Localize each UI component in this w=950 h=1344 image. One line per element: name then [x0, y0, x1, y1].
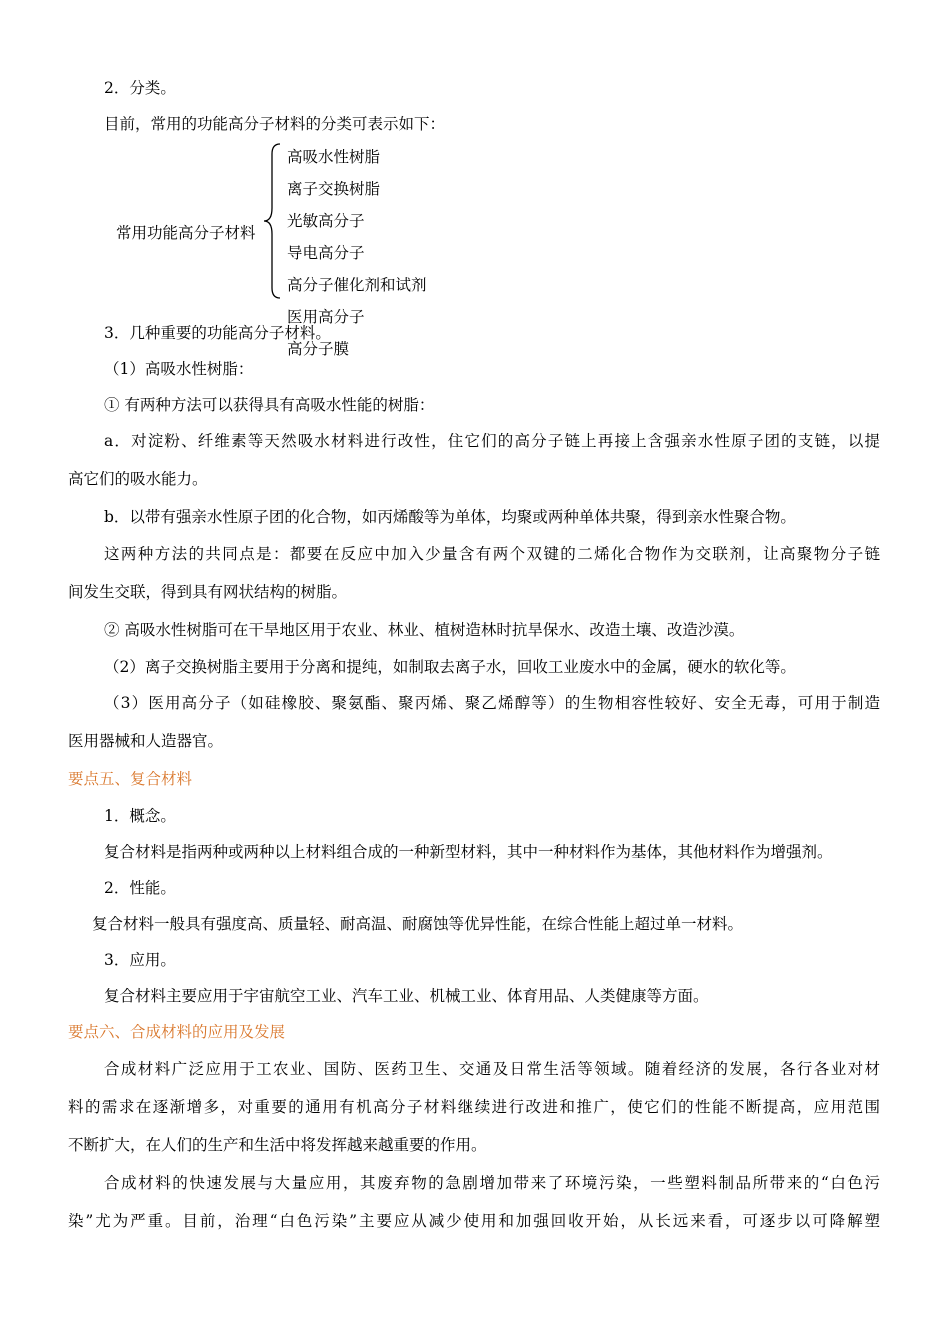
paragraph: 复合材料主要应用于宇宙航空工业、汽车工业、机械工业、体育用品、人类健康等方面。 [104, 987, 709, 1005]
section-3-title: 3．几种重要的功能高分子材料。 [104, 324, 331, 342]
heading-point-5: 要点五、复合材料 [68, 770, 193, 788]
paragraph-line: 间发生交联，得到具有网状结构的树脂。 [68, 583, 348, 601]
tree-item: 光敏高分子 [287, 212, 365, 230]
paragraph-line: 染”尤为严重。目前，治理“白色污染”主要应从减少使用和加强回收开始，从长远来看，可逐步以可降解塑 [68, 1212, 880, 1230]
tree-item: 医用高分子 [287, 308, 365, 326]
paragraph-line: 这两种方法的共同点是：都要在反应中加入少量含有两个双键的二烯化合物作为交联剂，让高聚物分子链 [104, 545, 880, 563]
tree-root: 常用功能高分子材料 [116, 224, 256, 242]
paragraph-line: 合成材料的快速发展与大量应用，其废弃物的急剧增加带来了环境污染，一些塑料制品所带来的“白色污 [104, 1174, 880, 1192]
tree-item: 高分子催化剂和试剂 [287, 276, 427, 294]
paragraph: 复合材料一般具有强度高、质量轻、耐高温、耐腐蚀等优异性能，在综合性能上超过单一材料。 [92, 915, 744, 933]
paragraph-line: 料的需求在逐渐增多，对重要的通用有机高分子材料继续进行改进和推广，使它们的性能不断提高，应用范围 [68, 1098, 880, 1116]
paragraph: （2）离子交换树脂主要用于分离和提纯，如制取去离子水，回收工业废水中的金属，硬水的软化等。 [104, 658, 796, 676]
section-2-intro: 目前，常用的功能高分子材料的分类可表示如下： [104, 115, 446, 133]
paragraph-line: 医用器械和人造器官。 [68, 732, 224, 750]
paragraph-line: a．对淀粉、纤维素等天然吸水材料进行改性，住它们的高分子链上再接上含强亲水性原子团的支链，以提 [104, 432, 880, 450]
paragraph: 复合材料是指两种或两种以上材料组合成的一种新型材料，其中一种材料作为基体，其他材料作为增强剂。 [104, 843, 833, 861]
tree-item: 离子交换树脂 [287, 180, 381, 198]
section-title: 2．性能。 [104, 879, 176, 897]
section-title: 3．应用。 [104, 951, 176, 969]
curly-brace-icon [262, 142, 282, 300]
paragraph-line: 不断扩大，在人们的生产和生活中将发挥越来越重要的作用。 [68, 1136, 487, 1154]
tree-item: 高分子膜 [287, 340, 350, 358]
paragraph-line: （3）医用高分子（如硅橡胶、聚氨酯、聚丙烯、聚乙烯醇等）的生物相容性较好、安全无毒，可用于制造 [104, 694, 880, 712]
subsection-3-1-title: （1）高吸水性树脂： [104, 360, 254, 378]
paragraph: ① 有两种方法可以获得具有高吸水性能的树脂： [104, 396, 435, 414]
paragraph: b．以带有强亲水性原子团的化合物，如丙烯酸等为单体，均聚或两种单体共聚，得到亲水性聚合物。 [104, 508, 796, 526]
section-2-title: 2．分类。 [104, 79, 176, 97]
paragraph-line: 高它们的吸水能力。 [68, 470, 208, 488]
tree-item: 高吸水性树脂 [287, 148, 381, 166]
tree-item: 导电高分子 [287, 244, 365, 262]
paragraph-line: 合成材料广泛应用于工农业、国防、医药卫生、交通及日常生活等领域。随着经济的发展，各行各业对材 [104, 1060, 880, 1078]
heading-point-6: 要点六、合成材料的应用及发展 [68, 1023, 286, 1041]
paragraph: ② 高吸水性树脂可在干旱地区用于农业、林业、植树造林时抗旱保水、改造土壤、改造沙漠。 [104, 621, 745, 639]
section-title: 1．概念。 [104, 807, 176, 825]
